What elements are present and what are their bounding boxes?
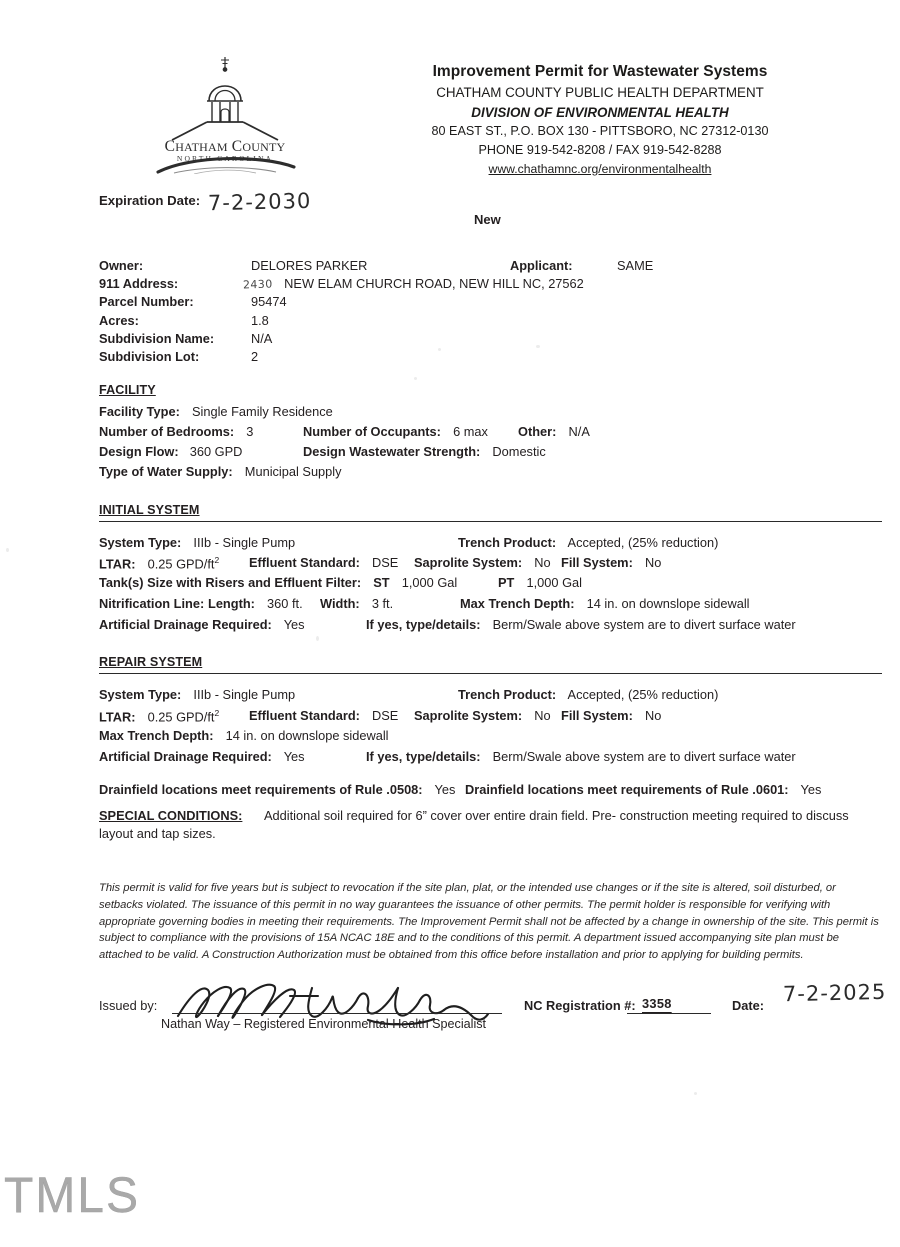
initial-ltar-cell bbox=[99, 555, 219, 571]
repair-ltar-superscript: 2 bbox=[214, 708, 220, 718]
scan-artifact bbox=[536, 345, 540, 348]
owner-row bbox=[99, 258, 799, 276]
bedrooms-value: 3 bbox=[246, 424, 254, 439]
initial-ltar-label: LTAR: bbox=[99, 556, 136, 572]
initial-tank-st-value: 1,000 Gal bbox=[401, 575, 458, 590]
permit-type-label: New bbox=[474, 212, 501, 227]
document-title: Improvement Permit for Wastewater Systems bbox=[432, 63, 768, 80]
bedrooms-label-cell bbox=[99, 424, 253, 439]
office-phone-fax: PHONE 919-542-8208 / FAX 919-542-8288 bbox=[478, 142, 722, 157]
repair-artificial-drainage-label: Artificial Drainage Required: bbox=[99, 749, 272, 764]
legal-disclaimer-paragraph: This permit is valid for five years but is subject to revocation if the site plan, plat, or the intended use changes or if the site is altered, soil disturbed, or setbacks violated. The issuance of this permit in no way guarantees the issuance of other permits. The permit holder is responsible for verifying with appropriate governing bodies in meeting their requirements. The Improvement Permit shall not be affected by a change in ownership of the site. This permit is subject to compliance with the provisions of 15A NCAC 18E and to the conditions of this permit. A department issued accompanying site plan must be attached to be valid. A Construction Authorization must be obtained from this office before installation and prior to applying for building permits. bbox=[99, 882, 879, 962]
initial-saprolite-value: No bbox=[534, 555, 551, 570]
repair-fill-system-value: No bbox=[644, 708, 662, 723]
occupants-label: Number of Occupants: bbox=[303, 424, 441, 439]
acres-row bbox=[99, 313, 799, 331]
subdivision-lot-value: 2 bbox=[251, 348, 259, 364]
initial-system-type-label: System Type: bbox=[99, 535, 182, 550]
repair-effluent-standard-value: DSE bbox=[372, 708, 399, 723]
repair-system-type-value: IIIb - Single Pump bbox=[193, 687, 296, 702]
repair-fill-system-label: Fill System: bbox=[561, 708, 633, 723]
rule-0601-cell bbox=[465, 782, 821, 797]
repair-system-type-label: System Type: bbox=[99, 687, 182, 702]
rule-0508-cell bbox=[99, 782, 455, 797]
repair-trench-product-label: Trench Product: bbox=[458, 687, 557, 702]
special-conditions-label: SPECIAL CONDITIONS: bbox=[99, 808, 243, 823]
facility-type-row bbox=[99, 404, 333, 419]
initial-if-yes-cell bbox=[366, 617, 796, 632]
expiration-date-value-handwritten: 7-2-2030 bbox=[207, 188, 312, 216]
repair-trench-product-cell bbox=[458, 687, 718, 702]
rule-0601-value: Yes bbox=[800, 782, 822, 797]
repair-system-type-cell bbox=[99, 687, 295, 702]
initial-artificial-drainage-cell bbox=[99, 617, 305, 632]
scan-artifact bbox=[414, 377, 417, 380]
water-supply-label: Type of Water Supply: bbox=[99, 464, 233, 479]
initial-artificial-drainage-value: Yes bbox=[283, 617, 305, 632]
initial-fill-system-value: No bbox=[644, 555, 662, 570]
rule-0508-value: Yes bbox=[434, 782, 456, 797]
initial-if-yes-label: If yes, type/details: bbox=[366, 617, 481, 632]
water-supply-value: Municipal Supply bbox=[244, 464, 342, 479]
owner-value: DELORES PARKER bbox=[251, 258, 368, 273]
rule-0508-label: Drainfield locations meet requirements of Rule .0508: bbox=[99, 782, 423, 797]
initial-nitrification-label-cell bbox=[99, 596, 204, 611]
bedrooms-label: Number of Bedrooms: bbox=[99, 424, 235, 439]
office-website-link[interactable]: www.chathamnc.org/environmentalhealth bbox=[488, 161, 712, 176]
special-conditions-block bbox=[99, 807, 883, 843]
repair-if-yes-value: Berm/Swale above system are to divert surface water bbox=[492, 749, 796, 764]
scan-artifact bbox=[316, 636, 319, 641]
acres-value: 1.8 bbox=[251, 312, 269, 328]
logo-wordmark-county: CHATHAM COUNTY bbox=[164, 138, 286, 155]
water-supply-cell bbox=[99, 464, 342, 479]
repair-max-trench-value: 14 in. on downslope sidewall bbox=[225, 728, 389, 743]
initial-length-label: Length: bbox=[208, 596, 255, 611]
initial-system-divider bbox=[99, 521, 882, 522]
initial-max-trench-cell bbox=[460, 596, 750, 611]
scan-artifact bbox=[6, 548, 9, 552]
initial-nitrification-label: Nitrification Line: bbox=[99, 596, 205, 611]
office-address: 80 EAST ST., P.O. BOX 130 - PITTSBORO, NC 27312-0130 bbox=[431, 124, 769, 139]
design-flow-value: 360 GPD bbox=[189, 444, 243, 459]
initial-fill-system-label: Fill System: bbox=[561, 555, 633, 570]
other-value: N/A bbox=[568, 424, 590, 439]
initial-trench-product-cell bbox=[458, 535, 718, 550]
facility-type-label: Facility Type: bbox=[99, 404, 180, 419]
other-cell bbox=[518, 424, 590, 439]
initial-width-cell bbox=[320, 596, 393, 611]
subdivision-lot-row bbox=[99, 349, 799, 367]
initial-ltar-superscript: 2 bbox=[214, 555, 220, 565]
design-flow-cell bbox=[99, 444, 242, 459]
repair-fill-system-cell bbox=[561, 708, 661, 723]
initial-system-section-heading: INITIAL SYSTEM bbox=[99, 503, 200, 517]
expiration-date-label: Expiration Date: bbox=[99, 193, 201, 208]
subdivision-name-label: Subdivision Name: bbox=[99, 330, 215, 346]
owner-label: Owner: bbox=[99, 258, 144, 273]
initial-system-type-cell bbox=[99, 535, 295, 550]
chatham-county-seal-logo bbox=[152, 54, 298, 174]
repair-ltar-label: LTAR: bbox=[99, 709, 136, 725]
address-number-handwritten: 2430 bbox=[242, 277, 273, 292]
initial-ltar-value: 0.25 GPD/ft bbox=[147, 556, 215, 572]
repair-saprolite-cell bbox=[414, 708, 551, 723]
initial-width-label: Width: bbox=[320, 596, 360, 611]
initial-effluent-standard-label: Effluent Standard: bbox=[249, 555, 360, 570]
repair-max-trench-cell bbox=[99, 728, 389, 743]
repair-effluent-standard-label: Effluent Standard: bbox=[249, 708, 360, 723]
address-value: NEW ELAM CHURCH ROAD, NEW HILL NC, 27562 bbox=[284, 276, 584, 292]
initial-length-cell bbox=[208, 596, 303, 611]
initial-max-trench-value: 14 in. on downslope sidewall bbox=[586, 596, 750, 611]
subdivision-lot-label: Subdivision Lot: bbox=[99, 348, 200, 364]
repair-ltar-cell bbox=[99, 708, 219, 724]
initial-system-type-value: IIIb - Single Pump bbox=[193, 535, 296, 550]
repair-trench-product-value: Accepted, (25% reduction) bbox=[567, 687, 719, 702]
repair-system-section-heading: REPAIR SYSTEM bbox=[99, 655, 203, 669]
wastewater-strength-cell bbox=[303, 444, 546, 459]
initial-artificial-drainage-label: Artificial Drainage Required: bbox=[99, 617, 272, 632]
repair-if-yes-label: If yes, type/details: bbox=[366, 749, 481, 764]
facility-section-heading: FACILITY bbox=[99, 383, 156, 397]
initial-effluent-standard-cell bbox=[249, 555, 398, 570]
address-label: 911 Address: bbox=[99, 276, 179, 292]
initial-tank-st-label: ST bbox=[373, 575, 390, 590]
expiration-date-row bbox=[99, 190, 311, 214]
other-label: Other: bbox=[518, 424, 557, 439]
initial-saprolite-label: Saprolite System: bbox=[414, 555, 523, 570]
owner-information-block bbox=[99, 258, 799, 367]
acres-label: Acres: bbox=[99, 312, 139, 328]
rule-0601-label: Drainfield locations meet requirements of Rule .0601: bbox=[465, 782, 789, 797]
repair-ltar-value: 0.25 GPD/ft bbox=[147, 709, 215, 725]
scan-artifact bbox=[438, 348, 441, 351]
initial-trench-product-label: Trench Product: bbox=[458, 535, 557, 550]
occupants-cell bbox=[303, 424, 488, 439]
issue-date-value-handwritten: 7-2-2025 bbox=[782, 979, 887, 1007]
subdivision-name-value: N/A bbox=[251, 330, 273, 346]
nc-registration-rule bbox=[627, 1013, 711, 1014]
tmls-watermark: TMLS bbox=[4, 1167, 141, 1224]
occupants-value: 6 max bbox=[453, 424, 488, 439]
repair-saprolite-value: No bbox=[534, 708, 551, 723]
parcel-number-label: Parcel Number: bbox=[99, 294, 194, 310]
applicant-label: Applicant: bbox=[510, 258, 573, 273]
initial-tank-label: Tank(s) Size with Risers and Effluent Filter: bbox=[99, 575, 362, 590]
issue-date-label: Date: bbox=[732, 998, 764, 1013]
facility-type-value: Single Family Residence bbox=[191, 404, 333, 419]
initial-effluent-standard-value: DSE bbox=[372, 555, 399, 570]
signature-rule bbox=[172, 1013, 502, 1014]
initial-tank-cell bbox=[99, 575, 457, 590]
repair-max-trench-label: Max Trench Depth: bbox=[99, 728, 214, 743]
initial-saprolite-cell bbox=[414, 555, 551, 570]
department-name: CHATHAM COUNTY PUBLIC HEALTH DEPARTMENT bbox=[436, 85, 764, 101]
initial-trench-product-value: Accepted, (25% reduction) bbox=[567, 535, 719, 550]
header-text-block bbox=[300, 62, 900, 178]
nc-registration-label: NC Registration #: bbox=[524, 998, 636, 1013]
initial-fill-system-cell bbox=[561, 555, 661, 570]
initial-tank-pt-value: 1,000 Gal bbox=[526, 575, 582, 590]
repair-artificial-drainage-value: Yes bbox=[283, 749, 305, 764]
nc-registration-value: 3358 bbox=[642, 996, 672, 1011]
logo-wordmark-state: NORTH CAROLINA bbox=[176, 154, 274, 163]
parcel-number-value: 95474 bbox=[251, 294, 287, 310]
initial-tank-pt-label: PT bbox=[498, 575, 515, 590]
initial-if-yes-value: Berm/Swale above system are to divert surface water bbox=[492, 617, 796, 632]
wastewater-strength-value: Domestic bbox=[492, 444, 546, 459]
repair-system-divider bbox=[99, 673, 882, 674]
signature-block bbox=[99, 979, 889, 1040]
special-conditions-text: Additional soil required for 6” cover over entire drain field. Pre- construction meeting required to discuss layout and tap sizes. bbox=[99, 808, 849, 842]
design-flow-label: Design Flow: bbox=[99, 444, 179, 459]
signer-name: Nathan Way – Registered Environmental Health Specialist bbox=[161, 1017, 487, 1031]
division-name: DIVISION OF ENVIRONMENTAL HEALTH bbox=[471, 104, 729, 120]
repair-saprolite-label: Saprolite System: bbox=[414, 708, 523, 723]
applicant-value: SAME bbox=[617, 258, 654, 273]
subdivision-name-row bbox=[99, 331, 799, 349]
issued-by-label: Issued by: bbox=[99, 998, 158, 1013]
initial-max-trench-label: Max Trench Depth: bbox=[460, 596, 575, 611]
repair-effluent-standard-cell bbox=[249, 708, 398, 723]
address-row bbox=[99, 276, 799, 294]
initial-width-value: 3 ft. bbox=[371, 596, 394, 611]
initial-length-value: 360 ft. bbox=[267, 596, 303, 611]
parcel-number-row bbox=[99, 294, 799, 312]
document-header bbox=[0, 52, 900, 177]
repair-if-yes-cell bbox=[366, 749, 796, 764]
initial-tank-pt-cell bbox=[498, 575, 582, 590]
scan-artifact bbox=[694, 1092, 697, 1095]
repair-artificial-drainage-cell bbox=[99, 749, 305, 764]
wastewater-strength-label: Design Wastewater Strength: bbox=[303, 444, 481, 459]
